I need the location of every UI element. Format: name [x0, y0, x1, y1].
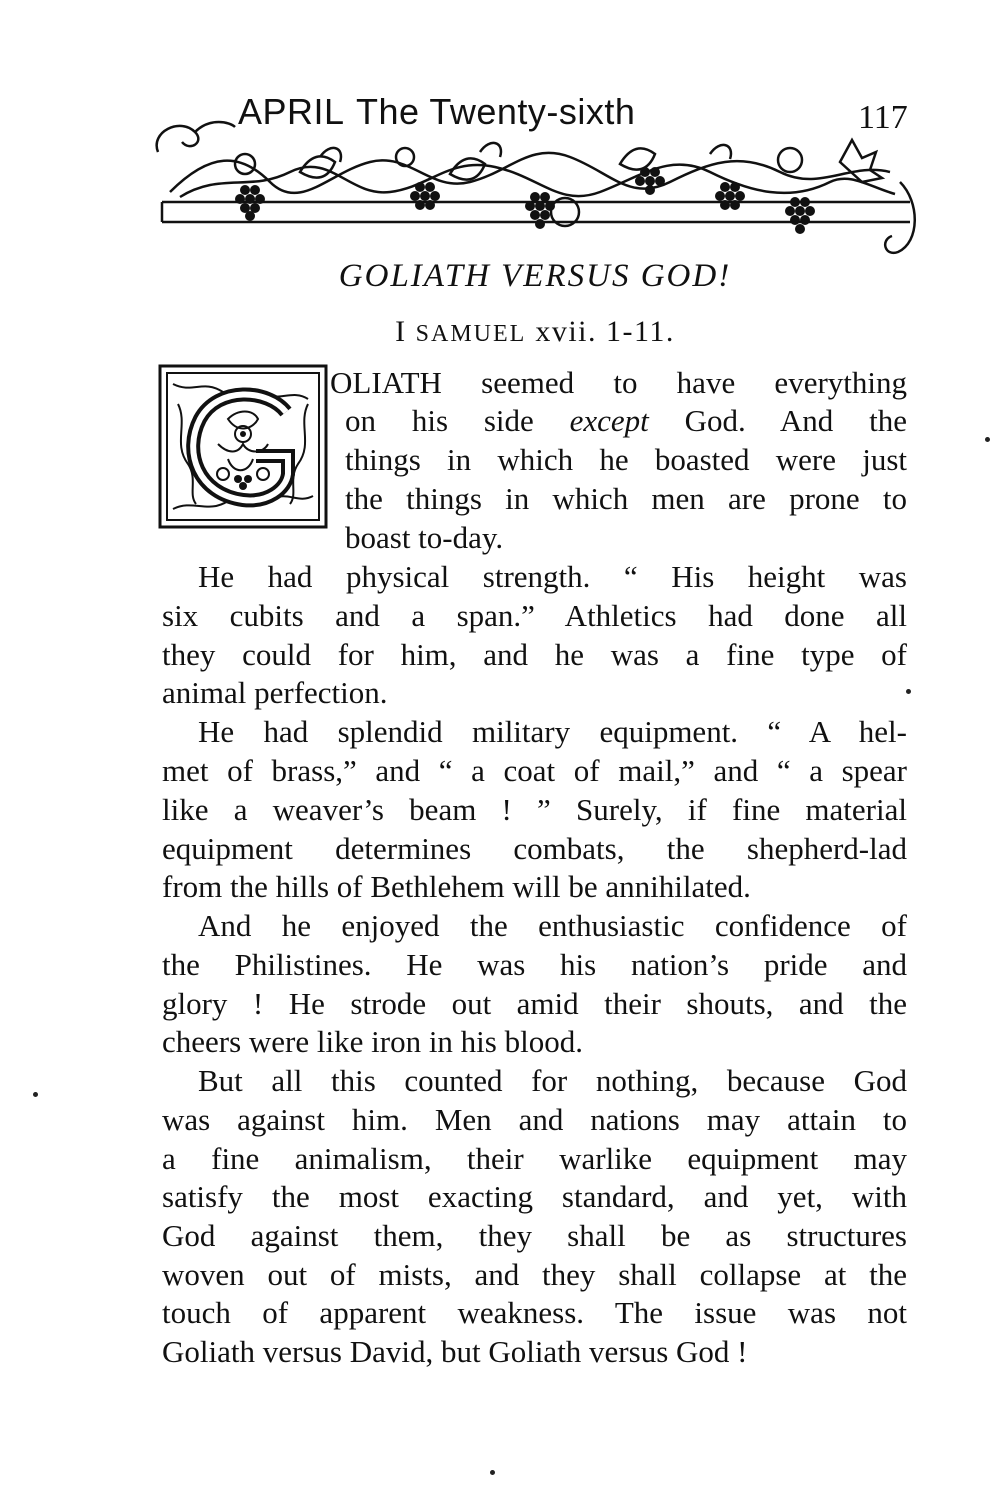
body-line: met of brass,” and “ a coat of mail,” and “ a spear	[162, 753, 907, 788]
body-line: cheers were like iron in his blood.	[162, 1024, 583, 1059]
body-line: the Philistines. He was his nation’s pride and	[162, 947, 907, 982]
page-number: 117	[858, 99, 908, 136]
body-line: He had splendid military equipment. “ A hel-	[198, 714, 907, 749]
emphasized-word: except	[569, 403, 649, 438]
body-line: And he enjoyed the enthusiastic confidence of	[198, 908, 907, 943]
print-speck	[985, 437, 990, 442]
body-line: touch of apparent weakness. The issue was not	[162, 1295, 907, 1330]
body-line: OLIATH seemed to have everything	[330, 365, 907, 400]
body-line: animal perfection.	[162, 675, 388, 710]
reference-chapter-verse: xvii. 1-11.	[535, 315, 675, 348]
body-line: God against them, they shall be as structures	[162, 1218, 907, 1253]
body-line: from the hills of Bethlehem will be annihilated.	[162, 869, 751, 904]
print-speck	[490, 1470, 495, 1475]
body-line: Goliath versus David, but Goliath versus God !	[162, 1334, 748, 1369]
print-speck	[33, 1092, 38, 1097]
body-line: equipment determines combats, the shepherd-lad	[162, 831, 907, 866]
body-line: six cubits and a span.” Athletics had done all	[162, 598, 907, 633]
body-line: was against him. Men and nations may attain to	[162, 1102, 907, 1137]
body-line: like a weaver’s beam ! ” Surely, if fine material	[162, 792, 907, 827]
body-line: the things in which men are prone to	[345, 481, 907, 516]
body-line: But all this counted for nothing, because God	[198, 1063, 907, 1098]
running-header-date: The Twenty-sixth	[356, 91, 636, 132]
reference-book-number: I	[395, 315, 407, 348]
reference-book: SAMUEL	[415, 321, 527, 347]
drop-cap-letter	[158, 364, 328, 529]
body-line: things in which he boasted were just	[345, 442, 907, 477]
body-line: woven out of mists, and they shall collapse at the	[162, 1257, 907, 1292]
page-title: GOLIATH VERSUS GOD!	[338, 258, 732, 294]
body-line: a fine animalism, their warlike equipment may	[162, 1141, 907, 1176]
decorative-vine-band	[150, 112, 920, 272]
body-line: they could for him, and he was a fine type of	[162, 637, 907, 672]
body-line: He had physical strength. “ His height was	[198, 559, 907, 594]
print-speck	[906, 689, 911, 694]
body-line: satisfy the most exacting standard, and yet, with	[162, 1179, 907, 1214]
body-line: on his side except God. And the	[345, 403, 907, 438]
body-line: glory ! He strode out amid their shouts, and the	[162, 986, 907, 1021]
scripture-reference	[0, 312, 1000, 354]
running-header-month: APRIL	[238, 91, 345, 132]
body-line: boast to-day.	[345, 520, 504, 555]
